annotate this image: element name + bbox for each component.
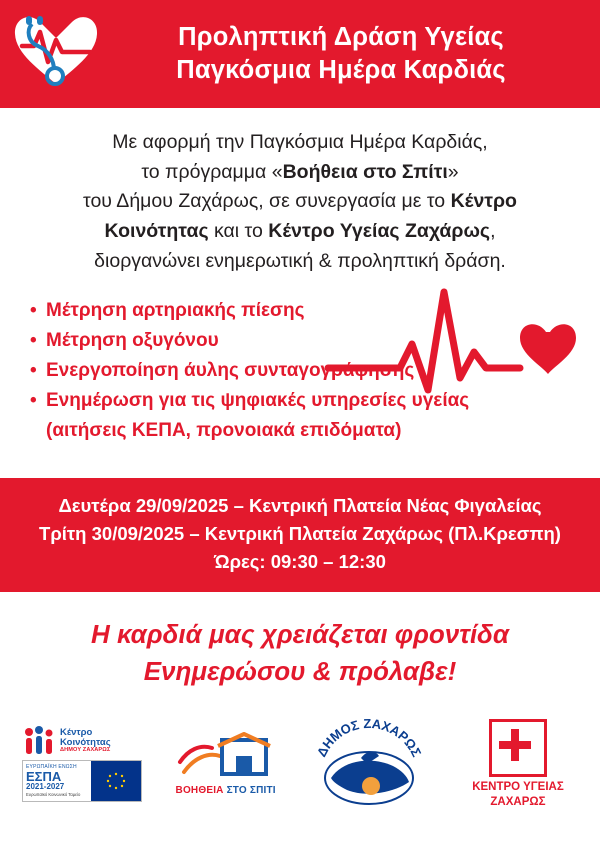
intro-partner-1b: Κοινότητας (104, 219, 209, 242)
red-cross-icon (489, 719, 547, 777)
espa-title: ΕΣΠΑ (26, 769, 62, 785)
intro-line-2-pre: το πρόγραμμα « (141, 160, 283, 183)
intro-line-2-post: » (447, 160, 459, 183)
voithia-label-blue: ΣΤΟ ΣΠΙΤΙ (226, 785, 276, 796)
ky-label-1: ΚΕΝΤΡΟ ΥΓΕΙΑΣ (472, 781, 564, 794)
heart-stethoscope-icon (10, 8, 106, 100)
title-line-2: Παγκόσμια Ημέρα Καρδιάς (176, 56, 506, 84)
ky-label-2: ΖΑΧΑΡΩΣ (490, 795, 546, 808)
slogan-line-1: Η καρδιά μας χρειάζεται φροντίδα (90, 619, 510, 650)
poster-header (0, 0, 600, 108)
title-line-1: Προληπτική Δράση Υγείας (178, 23, 504, 52)
house-roof-icon (171, 732, 281, 783)
intro-partner-2: Κέντρο Υγείας Ζαχάρως (268, 219, 491, 242)
intro-line-5: διοργανώνει ενημερωτική & προληπτική δράση. (94, 249, 506, 272)
dates-band (0, 478, 600, 592)
espa-logo (22, 760, 142, 802)
hours-line: Ώρες: 09:30 – 12:30 (214, 551, 386, 573)
intro-program-name: Βοήθεια στο Σπίτι (282, 160, 448, 183)
intro-line-4 (22, 217, 578, 247)
list-item: • Μέτρηση αρτηριακής πίεσης (30, 296, 580, 326)
intro-line-4-mid: και το (208, 219, 269, 242)
list-item-sub: (αιτήσεις ΚΕΠΑ, προνοιακά επιδόματα) (46, 420, 402, 442)
logo-kentro-koinotitas (22, 726, 142, 802)
logo-dimos-zacharos (309, 714, 429, 815)
intro-line-4-post: , (490, 219, 496, 242)
intro-line-3-pre: του Δήμου Ζαχάρως, σε συνεργασία με το (83, 190, 451, 213)
intro-partner-1a: Κέντρο (450, 190, 517, 213)
voithia-label (171, 785, 281, 796)
espa-years: 2021-2027 (26, 782, 65, 792)
list-item: • Ενεργοποίηση άυλης συνταγογράφησης (30, 356, 580, 386)
espa-eu-label: ΕΥΡΩΠΑΪΚΗ ΕΝΩΣΗ (26, 764, 77, 771)
intro-paragraph (0, 108, 600, 282)
logo-kentro-ygeias (458, 719, 578, 809)
services-list (30, 296, 580, 446)
services-section (0, 282, 600, 472)
espa-note: Ευρωπαϊκό Κοινωνικό Ταμείο (26, 792, 81, 798)
slogan-section (0, 592, 600, 704)
svg-text:ΔΗΜΟΣ ΖΑΧΑΡΩΣ: ΔΗΜΟΣ ΖΑΧΑΡΩΣ (314, 715, 425, 759)
date-line-2: Τρίτη 30/09/2025 – Κεντρική Πλατεία Ζαχάρως (Πλ.Κρεσπη) (39, 523, 561, 545)
logo-voithia-sto-spiti (171, 732, 281, 796)
intro-line-2 (22, 158, 578, 188)
date-line-1: Δευτέρα 29/09/2025 – Κεντρική Πλατεία Νέας Φιγαλείας (58, 495, 542, 517)
kk-label-2: Κοινότητας (60, 737, 111, 749)
voithia-label-red: ΒΟΗΘΕΙΑ (175, 785, 224, 796)
list-item: • Μέτρηση οξυγόνου (30, 326, 580, 356)
list-item: • Ενημέρωση για τις ψηφιακές υπηρεσίες υγείας (30, 386, 580, 416)
intro-line-3 (22, 187, 578, 217)
kk-label-3: ΔΗΜΟΥ ΖΑΧΑΡΩΣ (60, 747, 111, 754)
slogan-line-2: Ενημερώσου & πρόλαβε! (143, 656, 457, 687)
eu-flag-icon (91, 761, 141, 801)
people-figures-icon (22, 726, 56, 756)
page-title (106, 21, 586, 86)
footer-logos (0, 709, 600, 819)
kk-label-1: Κέντρο (60, 727, 93, 739)
intro-line-1: Με αφορμή την Παγκόσμια Ημέρα Καρδιάς, (112, 131, 488, 153)
